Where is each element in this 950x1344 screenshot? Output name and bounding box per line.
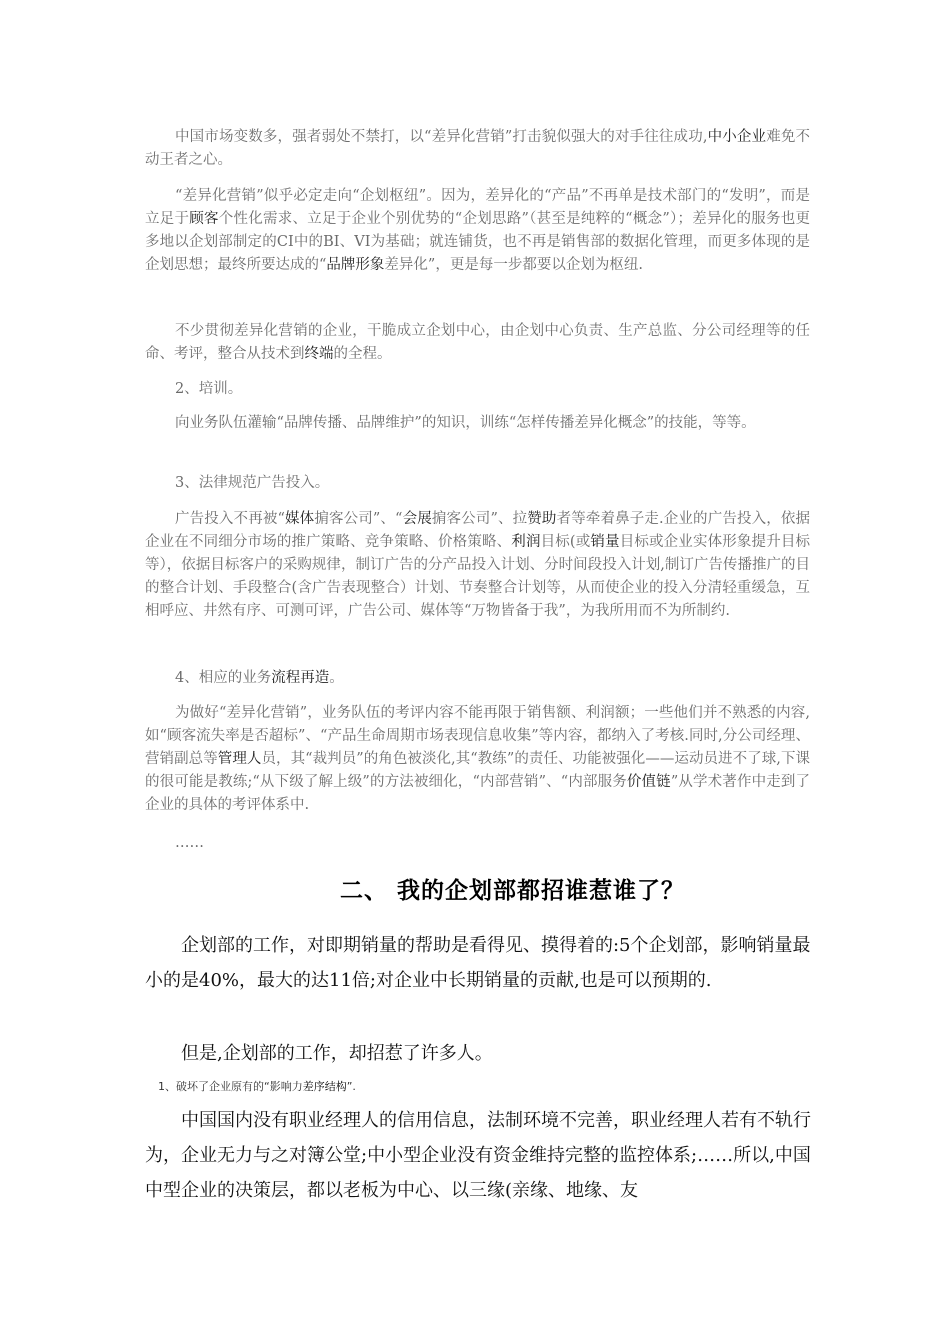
list-item-advertising: 3、法律规范广告投入。: [175, 475, 330, 491]
keyword-link: 价值链: [626, 774, 671, 790]
keyword-link: 利润: [511, 534, 541, 550]
text-run: ”从学术著作中走到了企业的具体的考评体系中.: [145, 774, 811, 813]
keyword-link: 媒体: [284, 511, 315, 527]
text-run: 者等牵着鼻子走.企业的广告投入，依据企业在不同细分市场的推广策略、竞争策略、价格策略、: [145, 511, 811, 550]
paragraph-planning-hub: [145, 185, 810, 277]
text-run: 为做好“差异化营销”，业务队伍的考评内容不能再限于销售额、利润额；一些他们并不熟悉的内容,如“顾客流失率是否超标”、“产品生命周期市场表现信息收集”等内容，都纳入了考核.同时,分公司经理、营销副总等: [145, 705, 810, 767]
keyword-link: 管理人: [217, 751, 262, 767]
text-run: 掮客公司”、拉: [431, 511, 528, 527]
list-item-training: 2、培训。: [175, 381, 243, 397]
paragraph-planning-center: [145, 320, 810, 366]
keyword-link: 流程再造: [271, 670, 330, 686]
text-run: “差异化营销”似乎必定走向“企划枢纽”。因为，差异化的“产品”不再单是技术部门的“发明”，而是立足于: [145, 188, 810, 227]
keyword-link: 销量: [590, 534, 620, 550]
paragraph-intro: [145, 126, 810, 172]
text-run: 差异化”，更是每一步都要以企划为枢纽.: [384, 257, 643, 273]
section-heading: 二、 我的企划部都招谁惹谁了？: [340, 878, 686, 904]
text-run: 。: [329, 670, 344, 686]
keyword-link: 品牌形象: [326, 257, 385, 273]
list-item-process: [175, 667, 344, 690]
text-run: 员，其“裁判员”的角色被淡化,其“教练”的责任、功能被强化——运动员进不了球,下课的很可能是教练;“从下级了解上级”的方法被细化，“内部营销”、“内部服务: [145, 751, 810, 790]
text-run: 掮客公司”、“: [314, 511, 403, 527]
paragraph-advertising: [145, 508, 810, 623]
text-run: 不少贯彻差异化营销的企业，干脆成立企划中心，由企划中心负责、生产总监、分公司经理等的任命、考评，整合从技术到: [145, 323, 810, 362]
text-run: 4、相应的业务: [175, 670, 272, 686]
keyword-link: 终端: [304, 346, 334, 362]
keyword-link: 中小企业: [707, 129, 767, 145]
text-run: 1、破坏了企业原有的“影响力: [158, 1080, 303, 1093]
text-run: 中国市场变数多，强者弱处不禁打，以“差异化营销”打击貌似强大的对手往往成功,: [175, 129, 708, 145]
keyword-link: 差序结构: [302, 1080, 347, 1093]
keyword-link: 赞助: [527, 511, 557, 527]
text-run: ”.: [346, 1080, 356, 1093]
keyword-link: 会展: [402, 511, 432, 527]
paragraph-assessment: [145, 702, 810, 817]
text-run: 的全程。: [333, 346, 392, 362]
text-run: 个性化需求、立足于企业个别优势的“企划思路”（甚至是纯粹的“概念”）；差异化的服务也更多地以企划部制定的CI中的BI、VI为基础；就连铺货，也不再是销售部的数据化管理，而更多体现的是企划思想；最终所要达成的“: [145, 211, 811, 273]
text-run: 难免不动王者之心。: [145, 129, 811, 168]
paragraph-provoked: 但是,企划部的工作，却招惹了许多人。: [181, 1043, 493, 1064]
paragraph-training: 向业务队伍灌输“品牌传播、品牌维护”的知识，训练“怎样传播差异化概念”的技能，等等。: [175, 415, 756, 431]
text-run: 目标(或: [540, 534, 591, 550]
text-run: 广告投入不再被“: [175, 511, 285, 527]
text-run: 目标或企业实体形象提升目标等），依据目标客户的采购规律，制订广告的分产品投入计划、分时间段投入计划,制订广告传播推广的目的整合计划、手段整合(含广告表现整合）计划、节奏整合计划等，从而使企业的投入分清轻重缓急，互相呼应、井然有序、可测可评，广告公司、媒体等“万物皆备于我”，为我所用而不为所制约.: [145, 534, 811, 619]
paragraph-manager-credit: 中国国内没有职业经理人的信用信息，法制环境不完善，职业经理人若有不轨行为，企业无力与之对簿公堂;中小型企业没有资金维持完整的监控体系;……所以,中国中型企业的决策层，都以老板为中心、以三缘(亲缘、地缘、友: [145, 1110, 811, 1201]
list-item-structure: [158, 1078, 356, 1094]
paragraph-planning-impact: 企划部的工作，对即期销量的帮助是看得见、摸得着的:5个企划部，影响销量最小的是40%，最大的达11倍;对企业中长期销量的贡献,也是可以预期的.: [145, 935, 811, 991]
ellipsis: ……: [175, 835, 204, 851]
keyword-link: 顾客: [189, 211, 219, 227]
